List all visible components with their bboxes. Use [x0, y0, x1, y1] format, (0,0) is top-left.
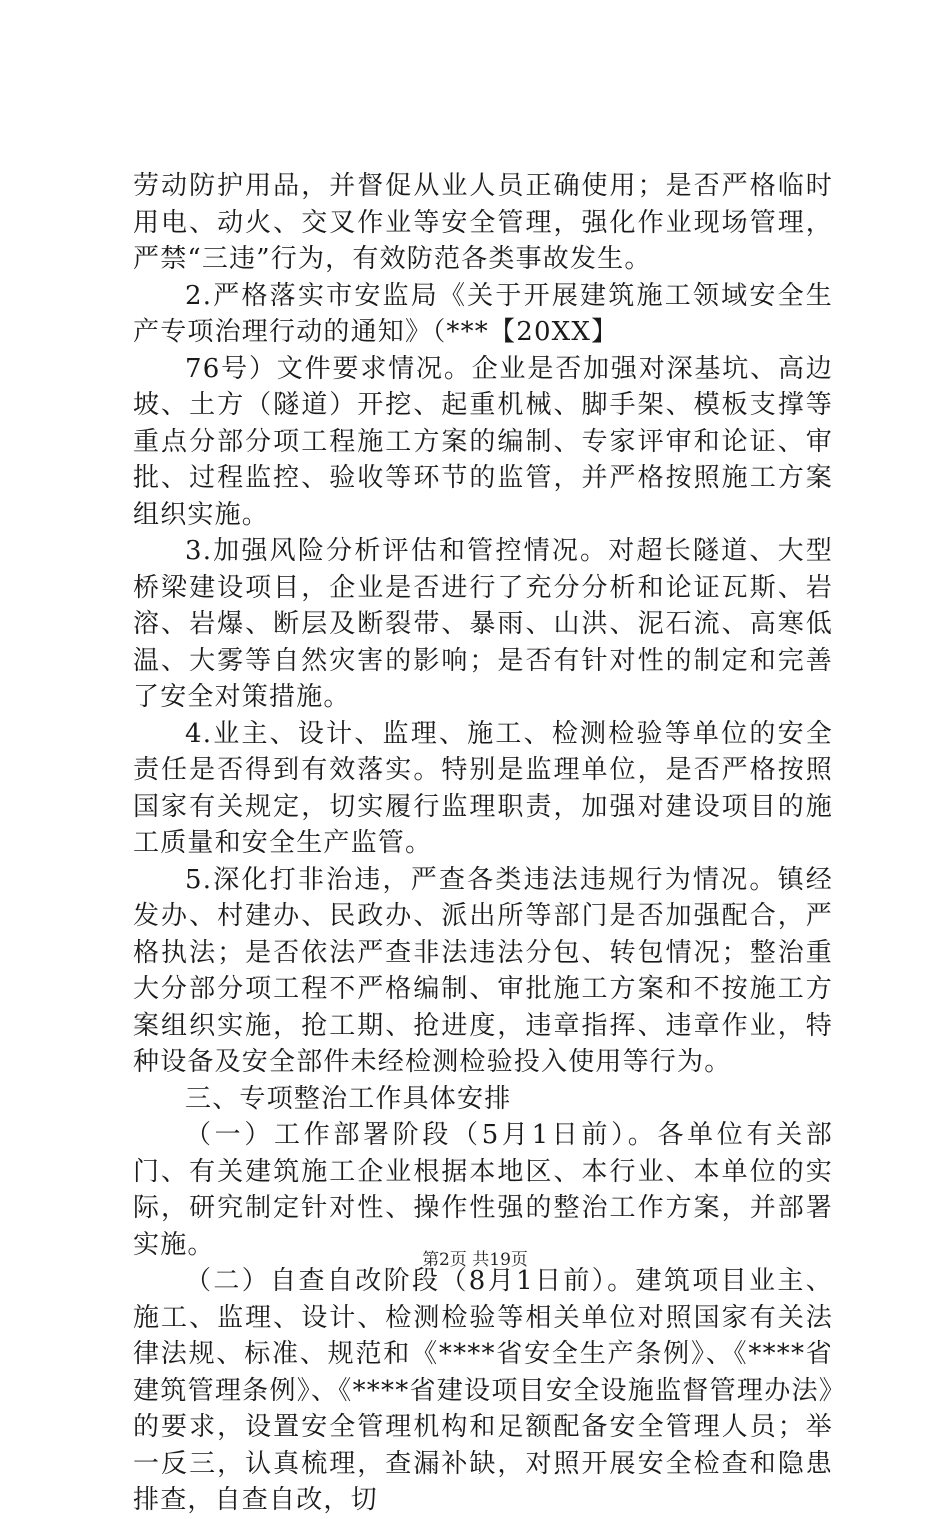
paragraph-6: 5.深化打非治违，严查各类违法违规行为情况。镇经发办、村建办、民政办、派出所等部门是否加强配合，严格执法；是否依法严查非法违法分包、转包情况；整治重大分部分项工程不严格编制、审批施工方案和不按施工方案组织实施，抢工期、抢进度，违章指挥、违章作业，特种设备及安全部件未经检测检验投入使用等行为。 [133, 864, 833, 1077]
paragraph-5: 4.业主、设计、监理、施工、检测检验等单位的安全责任是否得到有效落实。特别是监理单位，是否严格按照国家有关规定，切实履行监理职责，加强对建设项目的施工质量和安全生产监管。 [133, 718, 833, 858]
page-number-footer: 第2页 共19页 [422, 1250, 528, 1270]
paragraph-1: 劳动防护用品，并督促从业人员正确使用；是否严格临时用电、动火、交叉作业等安全管理，强化作业现场管理，严禁“三违”行为，有效防范各类事故发生。 [133, 171, 833, 274]
document-body [133, 168, 833, 1519]
paragraph-7: （一）工作部署阶段（5月1日前）。各单位有关部门、有关建筑施工企业根据本地区、本行业、本单位的实际，研究制定针对性、操作性强的整治工作方案，并部署实施。 [133, 1120, 833, 1260]
section-heading: 三、专项整治工作具体安排 [185, 1083, 512, 1114]
paragraph-8: （二）自查自改阶段（8月1日前）。建筑项目业主、施工、监理、设计、检测检验等相关单位对照国家有关法律法规、标准、规范和《****省安全生产条例》、《****省建筑管理条例》、《****省建设项目安全设施监督管理办法》的要求，设置安全管理机构和足额配备安全管理人员；举一反三，认真梳理，查漏补缺，对照开展安全检查和隐患排查，自查自改，切 [133, 1266, 833, 1515]
paragraph-4: 3.加强风险分析评估和管控情况。对超长隧道、大型桥梁建设项目，企业是否进行了充分分析和论证瓦斯、岩溶、岩爆、断层及断裂带、暴雨、山洪、泥石流、高寒低温、大雾等自然灾害的影响；是否有针对性的制定和完善了安全对策措施。 [133, 536, 833, 712]
paragraph-2: 2.严格落实市安监局《关于开展建筑施工领域安全生产专项治理行动的通知》（***【20XX】 [133, 280, 833, 347]
paragraph-3: 76号）文件要求情况。企业是否加强对深基坑、高边坡、土方（隧道）开挖、起重机械、脚手架、模板支撑等重点分部分项工程施工方案的编制、专家评审和论证、审批、过程监控、验收等环节的监管，并严格按照施工方案组织实施。 [133, 353, 833, 530]
